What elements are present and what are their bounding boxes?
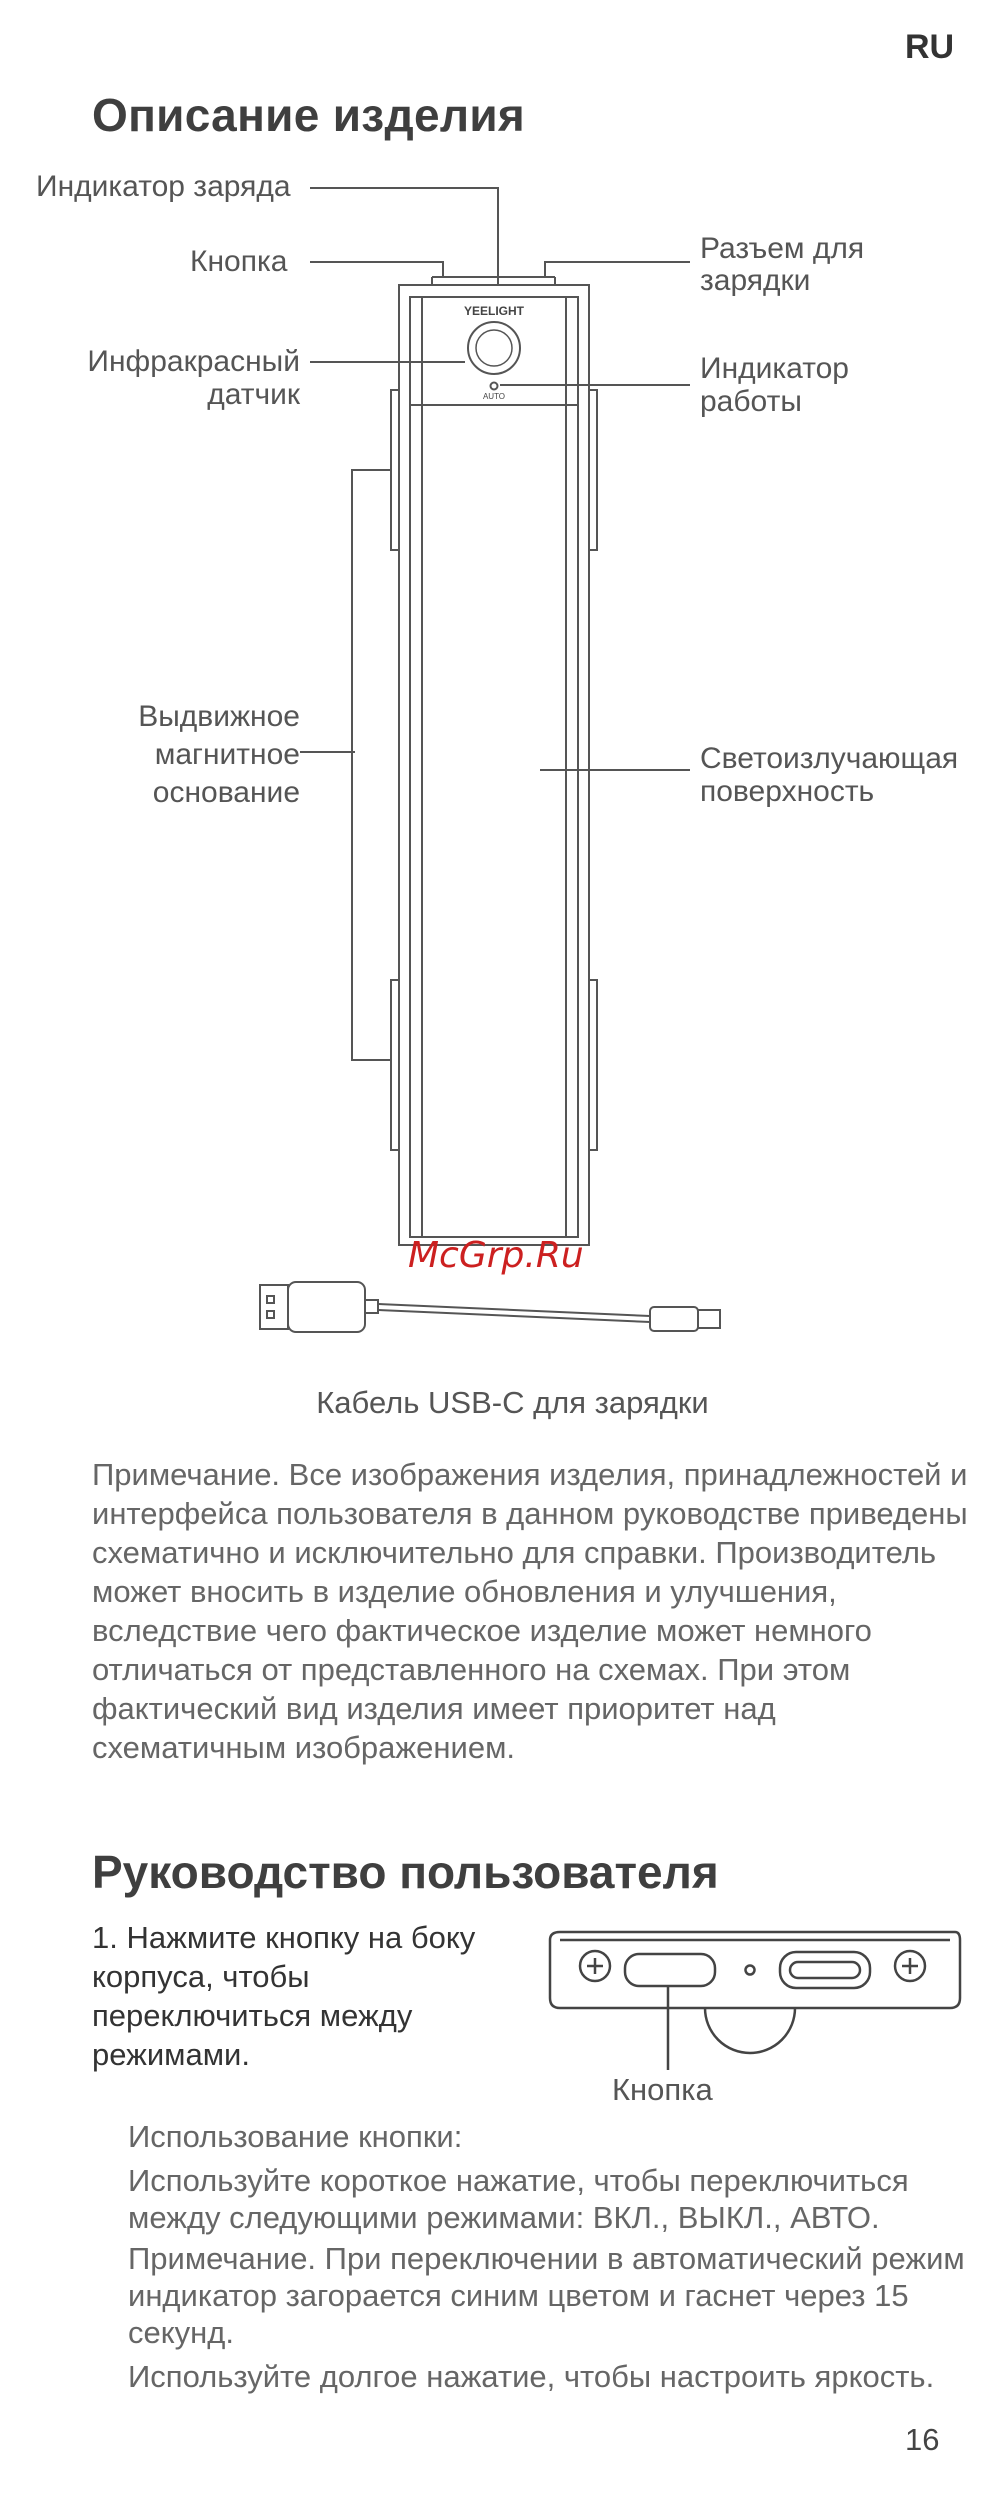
device-body-outline: [399, 285, 589, 1245]
screw-right-icon: [895, 1951, 925, 1981]
label-magnetic-base-line3: основание: [152, 776, 300, 809]
label-button: Кнопка: [190, 245, 288, 278]
label-ir-sensor-line2: датчик: [207, 378, 300, 411]
screw-left-icon: [580, 1951, 610, 1981]
label-light-surface-line2: поверхность: [700, 775, 875, 808]
usage-long-press: Используйте долгое нажатие, чтобы настроить яркость.: [128, 2359, 935, 2394]
disclaimer-note: Примечание. Все изображения изделия, принадлежностей и интерфейса пользователя в данном руководстве приведены схематично и исключительно для справки. Производитель может вносить в изделие обновления и улучшения, вследствие чего фактическое изделие может немного отличаться от представленного на схемах. При этом фактический вид изделия имеет приоритет над схематичным изображением.: [92, 1457, 968, 1765]
usage-short-press: Используйте короткое нажатие, чтобы переключиться между следующими режимами: ВКЛ., ВЫКЛ., АВТО.: [128, 2163, 909, 2235]
leader-charge-port: [545, 262, 690, 277]
usb-c-port-icon: [780, 1952, 870, 1988]
cable-caption: Кабель USB-C для зарядки: [316, 1385, 709, 1420]
work-indicator-dot: [491, 383, 498, 390]
device-inner-frame: [410, 297, 578, 1237]
label-ir-sensor-line1: Инфракрасный: [87, 345, 300, 378]
step-1-text: 1. Нажмите кнопку на боку корпуса, чтобы переключиться между режимами.: [92, 1920, 476, 2072]
page-number: 16: [905, 2422, 940, 2457]
usage-note: Примечание. При переключении в автоматический режим индикатор загорается синим цветом и гаснет через 15 секунд.: [128, 2241, 965, 2350]
magnetic-base-bracket: [352, 470, 391, 1060]
usb-cable-icon: [260, 1282, 720, 1332]
leader-charge-indicator: [310, 188, 498, 285]
label-work-indicator-line2: работы: [700, 385, 802, 418]
side-view-diagram: [540, 1920, 980, 2070]
label-light-surface-line1: Светоизлучающая: [700, 742, 959, 775]
label-charge-port-line1: Разъем для: [700, 232, 865, 265]
watermark: McGrp.Ru: [408, 1235, 584, 1276]
button-caption: Кнопка: [612, 2072, 713, 2107]
usage-title: Использование кнопки:: [128, 2119, 463, 2154]
section-title-description: Описание изделия: [92, 89, 526, 141]
leader-button: [310, 262, 443, 277]
button-icon: [625, 1954, 715, 1986]
indicator-dot-icon: [746, 1966, 755, 1975]
label-magnetic-base-line1: Выдвижное: [138, 700, 300, 733]
language-code: RU: [905, 28, 955, 66]
device-auto-label: AUTO: [482, 392, 506, 401]
label-charge-port-line2: зарядки: [700, 264, 811, 297]
device-brand: YEELIGHT: [463, 304, 525, 318]
section-title-user-guide: Руководство пользователя: [92, 1846, 719, 1898]
label-charge-indicator: Индикатор заряда: [36, 170, 291, 203]
label-work-indicator-line1: Индикатор: [700, 352, 849, 385]
label-magnetic-base-line2: магнитное: [154, 738, 300, 771]
